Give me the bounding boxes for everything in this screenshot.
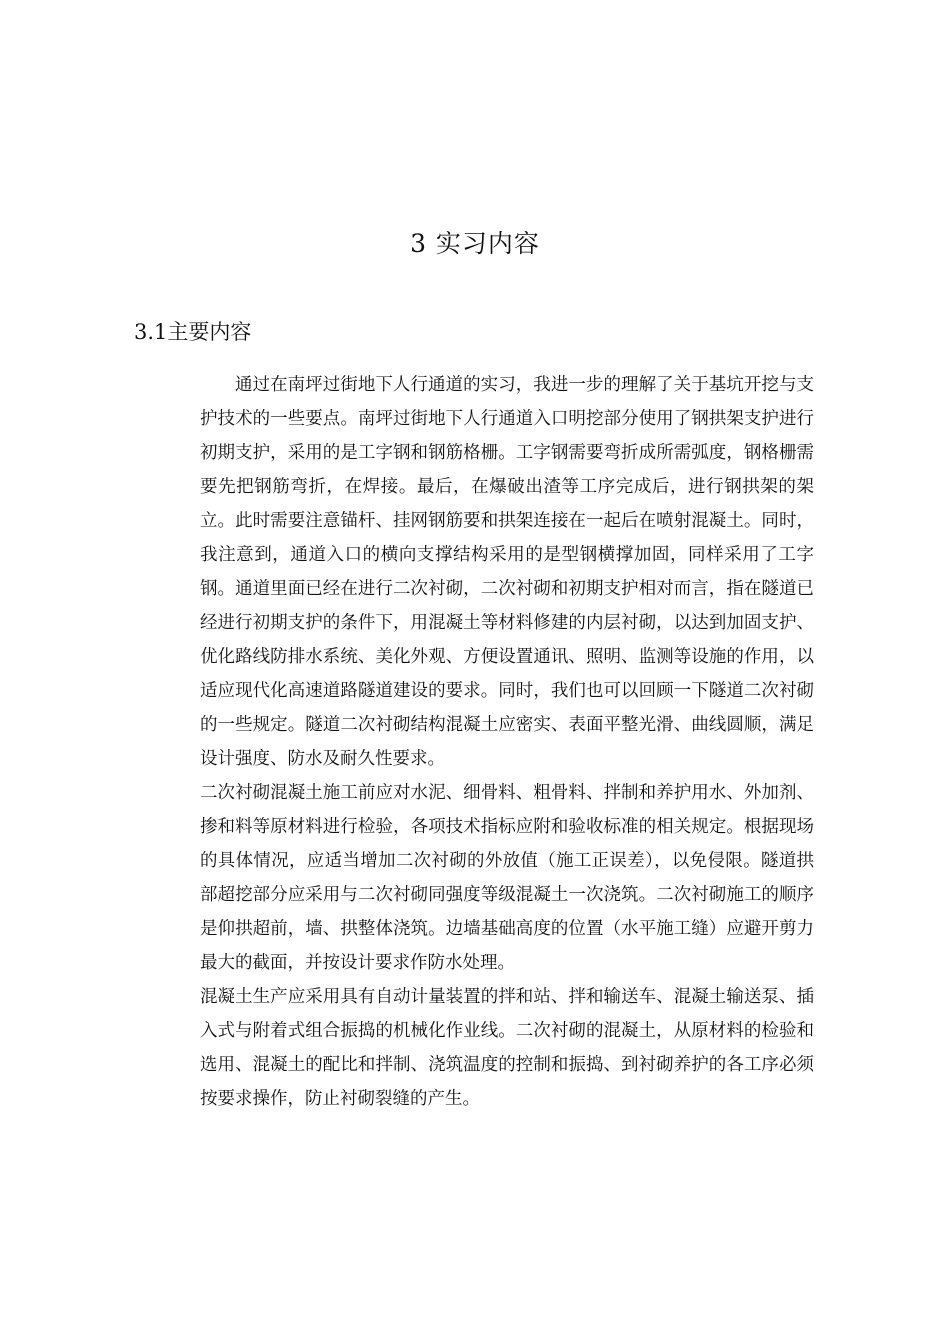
paragraph: 二次衬砌混凝土施工前应对水泥、细骨料、粗骨料、拌制和养护用水、外加剂、掺和料等原材料进行检验，各项技术指标应附和验收标准的相关规定。根据现场的具体情况，应适当增加二次衬砌的外放值（施工正误差），以免侵限。隧道拱部超挖部分应采用与二次衬砌同强度等级混凝土一次浇筑。二次衬砌施工的顺序是仰拱超前，墙、拱整体浇筑。边墙基础高度的位置（水平施工缝）应避开剪力最大的截面，并按设计要求作防水处理。 — [200, 783, 814, 973]
chapter-title: 3 实习内容 — [410, 229, 540, 258]
paragraph: 通过在南坪过街地下人行通道的实习，我进一步的理解了关于基坑开挖与支护技术的一些要点。南坪过街地下人行通道入口明挖部分使用了钢拱架支护进行初期支护，采用的是工字钢和钢筋格栅。工字钢需要弯折成所需弧度，钢格栅需要先把钢筋弯折，在焊接。最后，在爆破出渣等工序完成后，进行钢拱架的架立。此时需要注意锚杆、挂网钢筋要和拱架连接在一起后在喷射混凝土。同时，我注意到，通道入口的横向支撑结构采用的是型钢横撑加固，同样采用了工字钢。通道里面已经在进行二次衬砌，二次衬砌和初期支护相对而言，指在隧道已经进行初期支护的条件下，用混凝土等材料修建的内层衬砌，以达到加固支护、优化路线防排水系统、美化外观、方便设置通讯、照明、监测等设施的作用，以适应现代化高速道路隧道建设的要求。同时，我们也可以回顾一下隧道二次衬砌的一些规定。隧道二次衬砌结构混凝土应密实、表面平整光滑、曲线圆顺，满足设计强度、防水及耐久性要求。 — [200, 375, 814, 769]
paragraph: 混凝土生产应采用具有自动计量装置的拌和站、拌和输送车、混凝土输送泵、插入式与附着式组合振捣的机械化作业线。二次衬砌的混凝土，从原材料的检验和选用、混凝土的配比和拌制、浇筑温度的控制和振捣、到衬砌养护的各工序必须按要求操作，防止衬砌裂缝的产生。 — [200, 987, 814, 1109]
section-title: 3.1主要内容 — [134, 320, 252, 344]
body-text — [200, 368, 814, 1116]
